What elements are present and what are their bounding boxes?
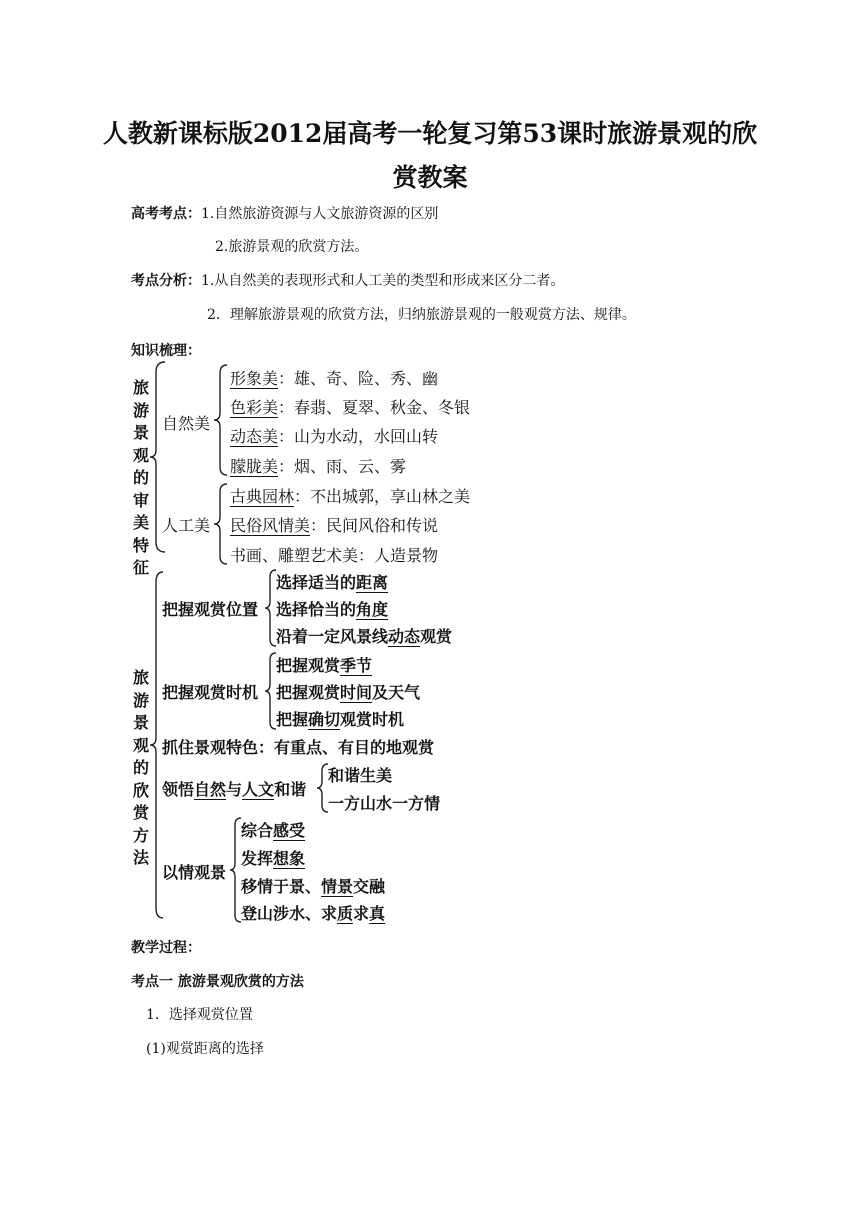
analysis-label: 考点分析： (131, 273, 201, 289)
exam-points-label: 高考考点： (131, 206, 201, 222)
analysis-item1: 1.从自然美的表现形式和人工美的类型和形成来区分二者。 (201, 273, 565, 289)
artificial-item-2 (230, 513, 438, 536)
harmony-item-1: 和谐生美 (328, 766, 393, 785)
features-line: 抓住景观特色：有重点、有目的地观赏 (162, 738, 435, 757)
artificial-item-1 (230, 484, 470, 507)
exam-points-line1 (131, 203, 438, 223)
timing-item-2-pre: 把握观赏 (276, 683, 341, 702)
harmony-post: 和谐 (274, 780, 307, 799)
timing-item-2-key: 时间 (340, 683, 373, 702)
timing-item-3 (276, 707, 404, 730)
artificial-item-2-rest: ：民间风俗和传说 (310, 516, 439, 535)
position-item-2-pre: 选择恰当的 (276, 600, 357, 619)
position-item-3-post: 观赏 (420, 627, 453, 646)
emotion-item-3-pre: 移情于景、 (241, 877, 322, 896)
emotion-item-1-key: 感受 (273, 821, 306, 840)
emotion-item-2-pre: 发挥 (241, 849, 274, 868)
emotion-item-2 (241, 846, 305, 869)
timing-item-2 (276, 680, 420, 703)
emotion-item-3-mid: 交融 (353, 877, 386, 896)
emotion-item-2-key: 想象 (273, 849, 306, 868)
teaching-label: 教学过程： (131, 940, 201, 956)
natural-item-4 (230, 454, 406, 477)
emotion-item-3-key: 情景 (321, 877, 354, 896)
emotion-item-4-key2: 真 (369, 904, 386, 923)
timing-item-3-pre: 把握 (276, 710, 309, 729)
position-label: 把握观赏位置 (162, 600, 259, 619)
analysis-line1 (131, 270, 564, 290)
artificial-item-2-key: 民俗风情美 (230, 516, 311, 535)
harmony-pre: 领悟 (162, 780, 195, 799)
natural-item-4-rest: ：烟、雨、云、雾 (278, 457, 407, 476)
timing-item-3-key: 确切 (308, 710, 341, 729)
timing-label: 把握观赏时机 (162, 683, 259, 702)
harmony-item-2: 一方山水一方情 (328, 794, 441, 813)
natural-item-1-key: 形象美 (230, 369, 279, 388)
document-title-line2: 赏教案 (392, 163, 468, 192)
natural-item-4-key: 朦胧美 (230, 457, 279, 476)
map1-root-label: 旅游景观的审美特征 (132, 378, 149, 577)
emotion-item-1-pre: 综合 (241, 821, 274, 840)
harmony-key2: 人文 (242, 780, 275, 799)
position-item-3-key: 动态 (388, 627, 421, 646)
emotion-item-4-key: 质 (337, 904, 354, 923)
natural-item-2-rest: ：春翡、夏翠、秋金、冬银 (278, 398, 471, 417)
timing-item-1 (276, 653, 372, 676)
natural-item-3-rest: ：山为水动，水回山转 (278, 427, 439, 446)
position-item-1-key: 距离 (356, 573, 389, 592)
sub1-1-heading: (1)观赏距离的选择 (146, 1041, 264, 1057)
natural-item-3-key: 动态美 (230, 427, 279, 446)
artificial-item-3: 书画、雕塑艺术美：人造景物 (230, 546, 439, 565)
emotion-item-4-mid: 求 (353, 904, 370, 923)
harmony-mid: 与 (226, 780, 243, 799)
position-item-2 (276, 597, 388, 620)
emotion-item-3 (241, 874, 385, 897)
timing-item-3-post: 观赏时机 (340, 710, 405, 729)
emotion-item-4 (241, 901, 385, 924)
natural-item-1-rest: ：雄、奇、险、秀、幽 (278, 369, 439, 388)
artificial-beauty-label: 人工美 (162, 516, 211, 535)
position-item-1 (276, 570, 388, 593)
section1-heading: 考点一 旅游景观欣赏的方法 (131, 974, 304, 990)
position-item-3 (276, 624, 452, 647)
timing-item-1-key: 季节 (340, 656, 373, 675)
harmony-label (162, 777, 306, 800)
emotion-item-1 (241, 818, 305, 841)
position-item-2-key: 角度 (356, 600, 389, 619)
map2-root-label: 旅游景观的欣赏方法 (132, 668, 149, 867)
artificial-item-1-rest: ：不出城郭，享山林之美 (294, 487, 471, 506)
artificial-item-1-key: 古典园林 (230, 487, 295, 506)
analysis-item2: 2．理解旅游景观的欣赏方法，归纳旅游景观的一般观赏方法、规律。 (207, 307, 636, 323)
timing-item-1-pre: 把握观赏 (276, 656, 341, 675)
emotion-item-4-pre: 登山涉水、求 (241, 904, 338, 923)
timing-item-2-post: 及天气 (372, 683, 421, 702)
position-item-1-pre: 选择适当的 (276, 573, 357, 592)
exam-points-item2: 2.旅游景观的欣赏方法。 (215, 239, 369, 255)
sub1-heading: 1．选择观赏位置 (146, 1007, 253, 1023)
natural-item-3 (230, 424, 438, 447)
natural-beauty-label: 自然美 (162, 414, 211, 433)
exam-points-item1: 1.自然旅游资源与人文旅游资源的区别 (201, 206, 439, 222)
natural-item-2-key: 色彩美 (230, 398, 279, 417)
position-item-3-pre: 沿着一定风景线 (276, 627, 389, 646)
document-title-line1: 人教新课标版2012届高考一轮复习第53课时旅游景观的欣 (102, 119, 758, 148)
emotion-label: 以情观景 (162, 863, 227, 882)
harmony-key1: 自然 (194, 780, 227, 799)
natural-item-2 (230, 395, 470, 418)
knowledge-label: 知识梳理： (131, 343, 201, 359)
natural-item-1 (230, 366, 438, 389)
